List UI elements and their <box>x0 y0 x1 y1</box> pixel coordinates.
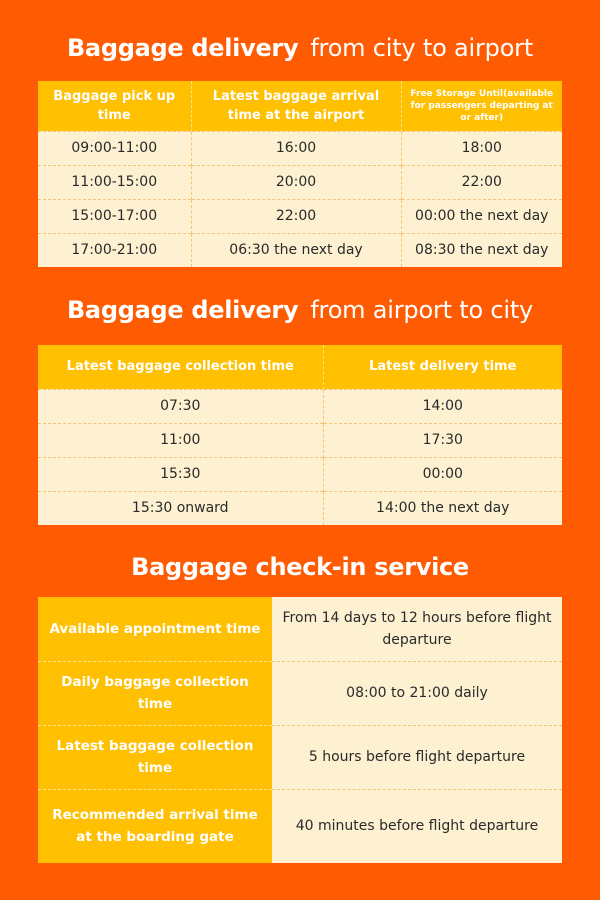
section1-title-light: from city to airport <box>310 34 534 62</box>
table-header-row <box>38 345 562 389</box>
table-cell: 22:00 <box>401 165 562 199</box>
table-cell: 00:00 <box>323 457 562 491</box>
table-row <box>38 233 562 267</box>
section1-title-bold: Baggage delivery <box>66 34 299 62</box>
section3-title <box>0 553 600 581</box>
column-header: Baggage pick up time <box>38 81 191 131</box>
column-header: Latest delivery time <box>323 345 562 389</box>
table-cell: 00:00 the next day <box>401 199 562 233</box>
row-value: 5 hours before flight departure <box>272 725 562 789</box>
column-header: Latest baggage collection time <box>38 345 323 389</box>
table-cell: 16:00 <box>191 131 401 165</box>
table-row <box>38 597 562 661</box>
table-cell: 14:00 <box>323 389 562 423</box>
table-cell: 08:30 the next day <box>401 233 562 267</box>
row-label: Latest baggage collection time <box>38 725 272 789</box>
table-cell: 09:00-11:00 <box>38 131 191 165</box>
table-row <box>38 661 562 725</box>
section1-title <box>0 34 600 62</box>
row-value: 08:00 to 21:00 daily <box>272 661 562 725</box>
table-cell: 11:00 <box>38 423 323 457</box>
table-header-row <box>38 81 562 131</box>
column-header: Latest baggage arrival time at the airport <box>191 81 401 131</box>
table-cell: 17:30 <box>323 423 562 457</box>
row-value: From 14 days to 12 hours before flight departure <box>282 609 552 648</box>
section2-title-light: from airport to city <box>310 296 534 324</box>
row-value: 40 minutes before flight departure <box>272 789 562 863</box>
table-cell: 18:00 <box>401 131 562 165</box>
row-label: Daily baggage collection time <box>38 661 272 725</box>
section2-title-bold: Baggage delivery <box>66 296 299 324</box>
table-cell: 14:00 the next day <box>323 491 562 525</box>
section2-title <box>0 296 600 324</box>
airport-to-city-table <box>38 345 562 525</box>
row-label: Recommended arrival time at the boarding gate <box>38 789 272 863</box>
table-cell: 15:00-17:00 <box>38 199 191 233</box>
table-row <box>38 725 562 789</box>
table-row <box>38 199 562 233</box>
table-row <box>38 491 562 525</box>
table-row <box>38 131 562 165</box>
table-cell: 15:30 onward <box>38 491 323 525</box>
table-row <box>38 165 562 199</box>
table-cell: 11:00-15:00 <box>38 165 191 199</box>
table-cell: 20:00 <box>191 165 401 199</box>
column-header: Free Storage Until(available for passengers departing at or after) <box>401 81 562 131</box>
city-to-airport-table <box>38 81 562 267</box>
row-label: Available appointment time <box>38 597 272 661</box>
table-cell: 15:30 <box>38 457 323 491</box>
table-row <box>38 457 562 491</box>
table-cell: 22:00 <box>191 199 401 233</box>
table-cell: 17:00-21:00 <box>38 233 191 267</box>
checkin-service-table <box>38 597 562 863</box>
table-cell: 07:30 <box>38 389 323 423</box>
section3-title-text: Baggage check-in service <box>131 553 469 581</box>
table-row <box>38 789 562 863</box>
table-cell: 06:30 the next day <box>191 233 401 267</box>
table-row <box>38 423 562 457</box>
table-row <box>38 389 562 423</box>
